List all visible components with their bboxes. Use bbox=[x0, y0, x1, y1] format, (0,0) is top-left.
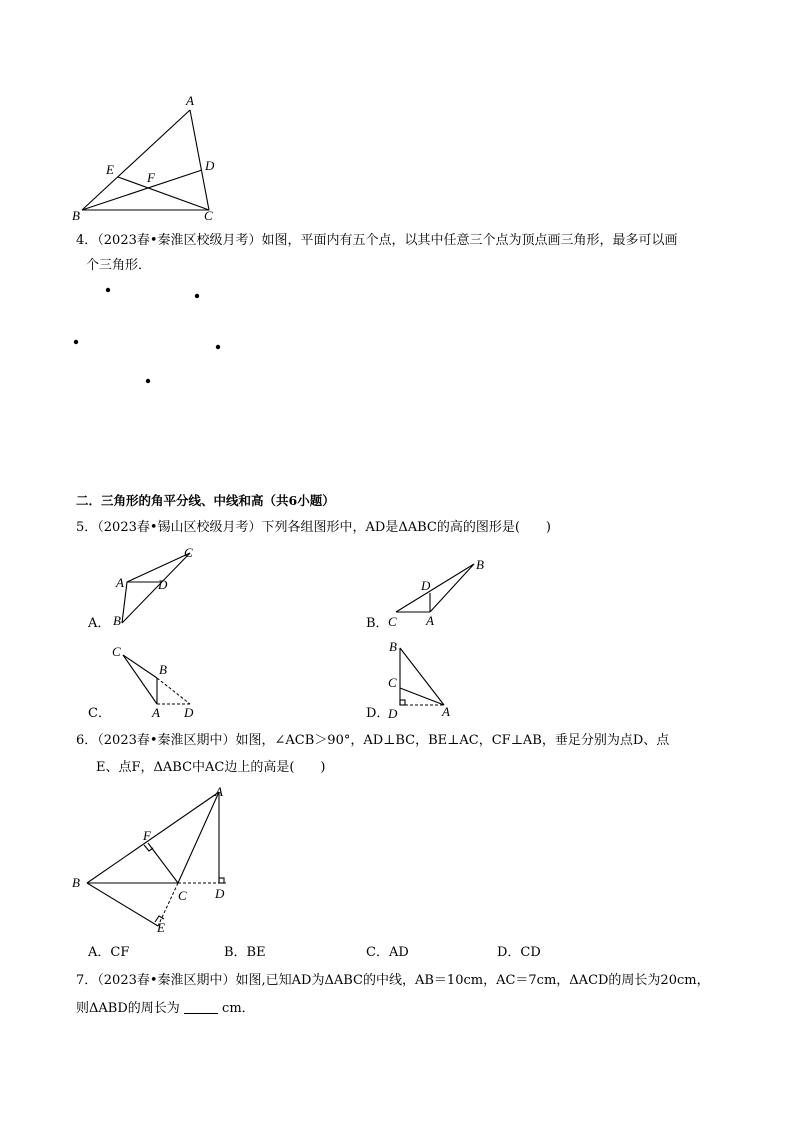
label-B: B bbox=[72, 208, 80, 223]
q4-line2: 个三角形． bbox=[86, 258, 152, 273]
svg-text:B: B bbox=[113, 613, 121, 628]
svg-text:D: D bbox=[388, 706, 398, 721]
svg-text:A: A bbox=[215, 784, 223, 799]
svg-text:A: A bbox=[442, 704, 450, 719]
q6-option-a[interactable]: A．CF bbox=[88, 945, 130, 960]
q6-triangle-figure bbox=[70, 782, 240, 937]
five-points-figure bbox=[60, 280, 240, 390]
svg-text:C: C bbox=[388, 675, 397, 690]
svg-text:D: D bbox=[421, 578, 431, 593]
svg-text:C: C bbox=[178, 888, 187, 903]
q4-line1: 4．（2023春•秦淮区校级月考）如图，平面内有五个点，以其中任意三个点为顶点画三角形，最多可以画 bbox=[76, 233, 678, 248]
svg-text:D: D bbox=[215, 886, 225, 901]
label-C: C bbox=[204, 208, 213, 223]
svg-text:A: A bbox=[152, 705, 160, 720]
svg-text:E: E bbox=[157, 920, 165, 935]
q6-option-d[interactable]: D．CD bbox=[497, 945, 541, 960]
svg-text:D: D bbox=[158, 577, 168, 592]
svg-text:B: B bbox=[72, 875, 80, 890]
label-A: A bbox=[186, 93, 194, 108]
svg-text:C: C bbox=[184, 545, 193, 560]
q5-figure-d bbox=[386, 636, 461, 722]
label-D: D bbox=[205, 158, 215, 173]
svg-text:B: B bbox=[476, 557, 484, 572]
q7-line1: 7．（2023春•秦淮区期中）如图,已知AD为ΔABC的中线，AB＝10cm，AC＝7cm，ΔACD的周长为20cm， bbox=[76, 973, 710, 988]
q6-option-c[interactable]: C．AD bbox=[366, 945, 409, 960]
label-F: F bbox=[147, 170, 155, 185]
svg-text:D: D bbox=[184, 705, 194, 720]
q6-line1: 6．（2023春•秦淮区期中）如图，∠ACB＞90°，AD⊥BC，BE⊥AC，CF⊥AB，垂足分别为点D、点 bbox=[76, 733, 670, 748]
q5-option-d[interactable]: D． bbox=[366, 706, 390, 721]
q5-figure-a bbox=[108, 545, 203, 630]
svg-text:C: C bbox=[112, 644, 121, 659]
q5-figure-b bbox=[384, 556, 494, 628]
q5-option-c[interactable]: C． bbox=[88, 706, 111, 721]
q6-line2: E、点F，ΔABC中AC边上的高是( ) bbox=[96, 760, 326, 775]
q7-answer-blank[interactable] bbox=[184, 1001, 218, 1014]
label-E: E bbox=[106, 162, 114, 177]
svg-text:F: F bbox=[143, 828, 151, 843]
svg-text:A: A bbox=[116, 575, 124, 590]
section-2-title: 二．三角形的角平分线、中线和高（共6小题） bbox=[76, 493, 335, 508]
q5-figure-c bbox=[110, 642, 205, 722]
svg-text:A: A bbox=[426, 613, 434, 628]
svg-text:C: C bbox=[388, 614, 397, 629]
q5-option-b[interactable]: B． bbox=[366, 616, 389, 631]
q6-option-b[interactable]: B．BE bbox=[224, 945, 266, 960]
q7-line2 bbox=[76, 1001, 255, 1017]
q5-option-a[interactable]: A． bbox=[88, 616, 111, 631]
svg-text:B: B bbox=[159, 662, 167, 677]
q7-line2-pre: 则ΔABD的周长为 bbox=[76, 1001, 180, 1016]
q5-line1: 5．（2023春•锡山区校级月考）下列各组图形中，AD是ΔABC的高的图形是( ) bbox=[76, 520, 551, 535]
triangle-figure-top bbox=[70, 92, 230, 227]
svg-text:B: B bbox=[389, 639, 397, 654]
q7-line2-post: cm． bbox=[222, 1001, 255, 1016]
